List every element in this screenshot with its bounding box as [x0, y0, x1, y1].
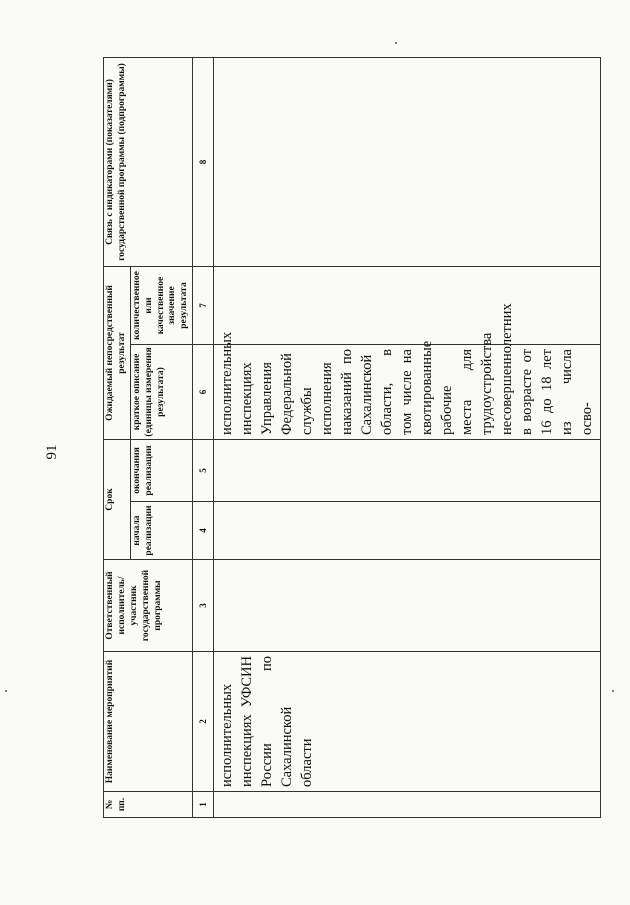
column-number: 8 — [193, 58, 214, 267]
column-number: 5 — [193, 440, 214, 502]
column-number: 7 — [193, 267, 214, 345]
header-term: Срок — [104, 440, 131, 560]
executor-cell — [214, 560, 601, 652]
header-row-1 — [104, 58, 131, 818]
header-result-description: краткое описание (единицы измерения результата) — [130, 345, 192, 440]
header-number: № пп. — [104, 792, 193, 818]
events-table — [103, 57, 601, 818]
event-name-text: исполнительных инспекциях УФСИН России по Сахалинской области — [219, 656, 316, 787]
scan-speck — [612, 690, 614, 692]
column-number: 6 — [193, 345, 214, 440]
indicators-link-cell — [214, 58, 601, 267]
header-term-end: окончания реализации — [130, 440, 192, 502]
header-indicators-link: Связь с индикаторами (показателями) государственной программы (подпрограммы) — [104, 58, 193, 267]
result-description-cell — [214, 303, 601, 440]
result-description-text: исполнительных инспекциях Управления Федеральной службы исполнения наказаний по Сахалинской области, в том числе на квотированные рабочие места для трудоустройства несовершеннолетних в возрасте от 16 до 18 лет из числа осво- — [219, 303, 596, 435]
result-value-cell — [214, 267, 601, 345]
term-start-cell — [214, 502, 601, 560]
table-row — [214, 58, 601, 818]
column-number: 2 — [193, 652, 214, 792]
page-number: 91 — [44, 444, 60, 460]
column-number: 3 — [193, 560, 214, 652]
column-number: 4 — [193, 502, 214, 560]
header-result-value: количественное или качественное значение результата — [130, 267, 192, 345]
scan-speck — [395, 42, 397, 44]
header-executor: Ответственный исполнитель/ участник государственной программы — [104, 560, 193, 652]
event-name-cell — [214, 652, 601, 792]
scan-speck — [5, 690, 7, 692]
term-end-cell — [214, 440, 601, 502]
row-number-cell — [214, 792, 601, 818]
column-number-row — [193, 58, 214, 818]
header-expected-result: Ожидаемый непосредственный результат — [104, 267, 131, 440]
rotated-table-sheet — [103, 58, 596, 818]
column-number: 1 — [193, 792, 214, 818]
header-event-name: Наименование мероприятий — [104, 652, 193, 792]
header-term-start: начала реализации — [130, 502, 192, 560]
